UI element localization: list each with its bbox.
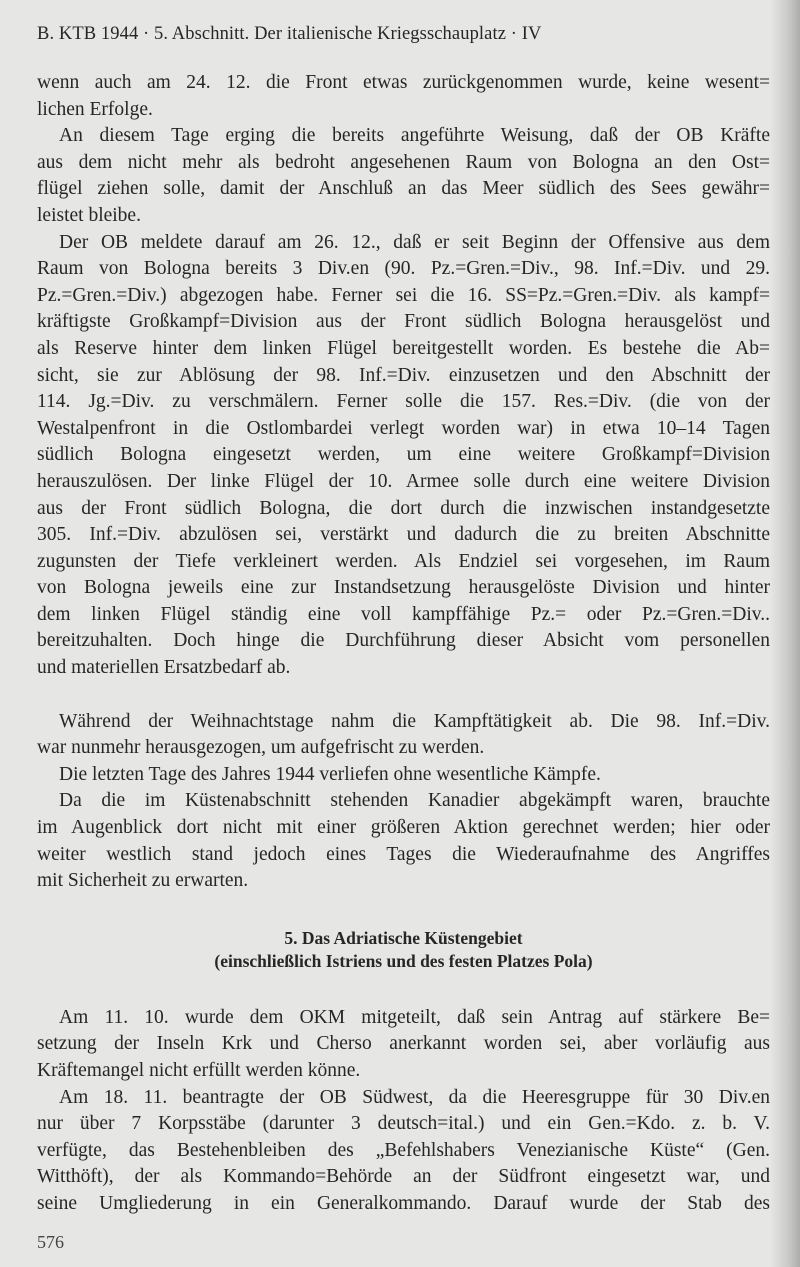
text-line: An diesem Tage erging die bereits angeführte Weisung, daß der OB Kräfte (59, 125, 770, 147)
text-line: Da die im Küstenabschnitt stehenden Kanadier abgekämpft waren, brauchte (59, 790, 770, 812)
text-line: Am 11. 10. wurde dem OKM mitgeteilt, daß sein Antrag auf stärkere Be= (59, 1006, 770, 1028)
paragraph (37, 709, 770, 762)
running-header: B. KTB 1944 · 5. Abschnitt. Der italienische Kriegsschauplatz · IV (37, 24, 542, 44)
text-line: als Reserve hinter dem linken Flügel bereitgestellt worden. Es bestehe die Ab= (37, 337, 770, 359)
text-line: wenn auch am 24. 12. die Front etwas zurückgenommen wurde, keine wesent= (37, 72, 770, 93)
text-line: aus der Front südlich Bologna, die dort durch die inzwischen instandgesetzte (37, 497, 770, 519)
text-line: Während der Weihnachtstage nahm die Kampftätigkeit ab. Die 98. Inf.=Div. (59, 710, 770, 732)
paragraph (37, 123, 770, 229)
section-heading (37, 927, 770, 973)
text-line: leistet bleibe. (37, 204, 141, 226)
text-line: kräftigste Großkampf=Division aus der Front südlich Bologna herausgelöst und (37, 311, 770, 333)
paragraph (37, 788, 770, 894)
text-block-middle (37, 709, 770, 895)
section-title: 5. Das Adriatische Küstengebiet (284, 927, 523, 948)
text-line: weiter westlich stand jedoch eines Tages die Wiederaufnahme des Angriffes (37, 843, 770, 865)
paragraph-gap (37, 682, 770, 709)
paragraph (37, 762, 770, 789)
text-line: mit Sicherheit zu erwarten. (37, 870, 249, 892)
page-number: 576 (37, 1232, 64, 1252)
text-line: zugunsten der Tiefe verkleinert werden. Als Endziel sei vorgesehen, im Raum (37, 550, 770, 572)
text-line: Der OB meldete darauf am 26. 12., daß er seit Beginn der Offensive aus dem (59, 231, 770, 253)
text-line: Am 18. 11. beantragte der OB Südwest, da die Heeresgruppe für 30 Div.en (59, 1086, 770, 1108)
text-line: im Augenblick dort nicht mit einer größeren Aktion gerechnet werden; hier oder (37, 817, 770, 839)
text-line: herauszulösen. Der linke Flügel der 10. Armee solle durch eine weitere Division (37, 470, 770, 492)
text-line: von Bologna jeweils eine zur Instandsetzung herausgelöste Division und hinter (37, 577, 770, 599)
text-line: sicht, sie zur Ablösung der 98. Inf.=Div. einzusetzen und den Abschnitt der (37, 364, 770, 386)
text-line: Raum von Bologna bereits 3 Div.en (90. Pz.=Gren.=Div., 98. Inf.=Div. und 29. (37, 258, 770, 280)
paragraph (37, 70, 770, 123)
page-edge-shadow (770, 0, 800, 1267)
text-line: aus dem nicht mehr als bedroht angesehenen Raum von Bologna an den Ost= (37, 151, 770, 173)
text-line: Pz.=Gren.=Div.) abgezogen habe. Ferner sei die 16. SS=Pz.=Gren.=Div. als kampf= (37, 284, 770, 306)
text-line: Witthöft), der als Kommando=Behörde an der Südfront eingesetzt war, und (37, 1166, 770, 1188)
section-gap (37, 895, 770, 927)
paragraph (37, 230, 770, 682)
section-subtitle: (einschließlich Istriens und des festen Platzes Pola) (214, 950, 593, 971)
text-line: und materiellen Ersatzbedarf ab. (37, 657, 291, 679)
text-block-before (37, 70, 770, 682)
text-line: setzung der Inseln Krk und Cherso anerkannt worden sei, aber vorläufig aus (37, 1033, 770, 1055)
text-line: dem linken Flügel ständig eine voll kampffähige Pz.= oder Pz.=Gren.=Div.. (37, 603, 770, 625)
text-line: südlich Bologna eingesetzt werden, um eine weitere Großkampf=Division (37, 444, 770, 466)
text-line: bereitzuhalten. Doch hinge die Durchführung dieser Absicht vom personellen (37, 630, 770, 652)
text-line: Westalpenfront in die Ostlombardei verlegt worden war) in etwa 10–14 Tagen (37, 417, 770, 439)
text-line: Kräftemangel nicht erfüllt werden könne. (37, 1060, 361, 1081)
text-line: seine Umgliederung in ein Generalkommando. Darauf wurde der Stab des (37, 1192, 770, 1214)
section-gap (37, 973, 770, 1005)
text-block-after (37, 1005, 770, 1218)
paragraph (37, 1005, 770, 1085)
page-body (37, 70, 770, 1218)
text-line: 305. Inf.=Div. abzulösen sei, verstärkt und dadurch die zu breiten Abschnitte (37, 524, 770, 546)
paragraph (37, 1085, 770, 1218)
text-line: war nunmehr herausgezogen, um aufgefrischt zu werden. (37, 737, 485, 759)
text-line: lichen Erfolge. (37, 98, 153, 120)
text-line: nur über 7 Korpsstäbe (darunter 3 deutsch=ital.) und ein Gen.=Kdo. z. b. V. (37, 1113, 770, 1135)
text-line: Die letzten Tage des Jahres 1944 verliefen ohne wesentliche Kämpfe. (59, 763, 601, 785)
text-line: verfügte, das Bestehenbleiben des „Befehlshabers Venezianische Küste“ (Gen. (37, 1139, 770, 1161)
text-line: 114. Jg.=Div. zu verschmälern. Ferner solle die 157. Res.=Div. (die von der (37, 391, 770, 413)
text-line: flügel ziehen solle, damit der Anschluß an das Meer südlich des Sees gewähr= (37, 178, 770, 200)
